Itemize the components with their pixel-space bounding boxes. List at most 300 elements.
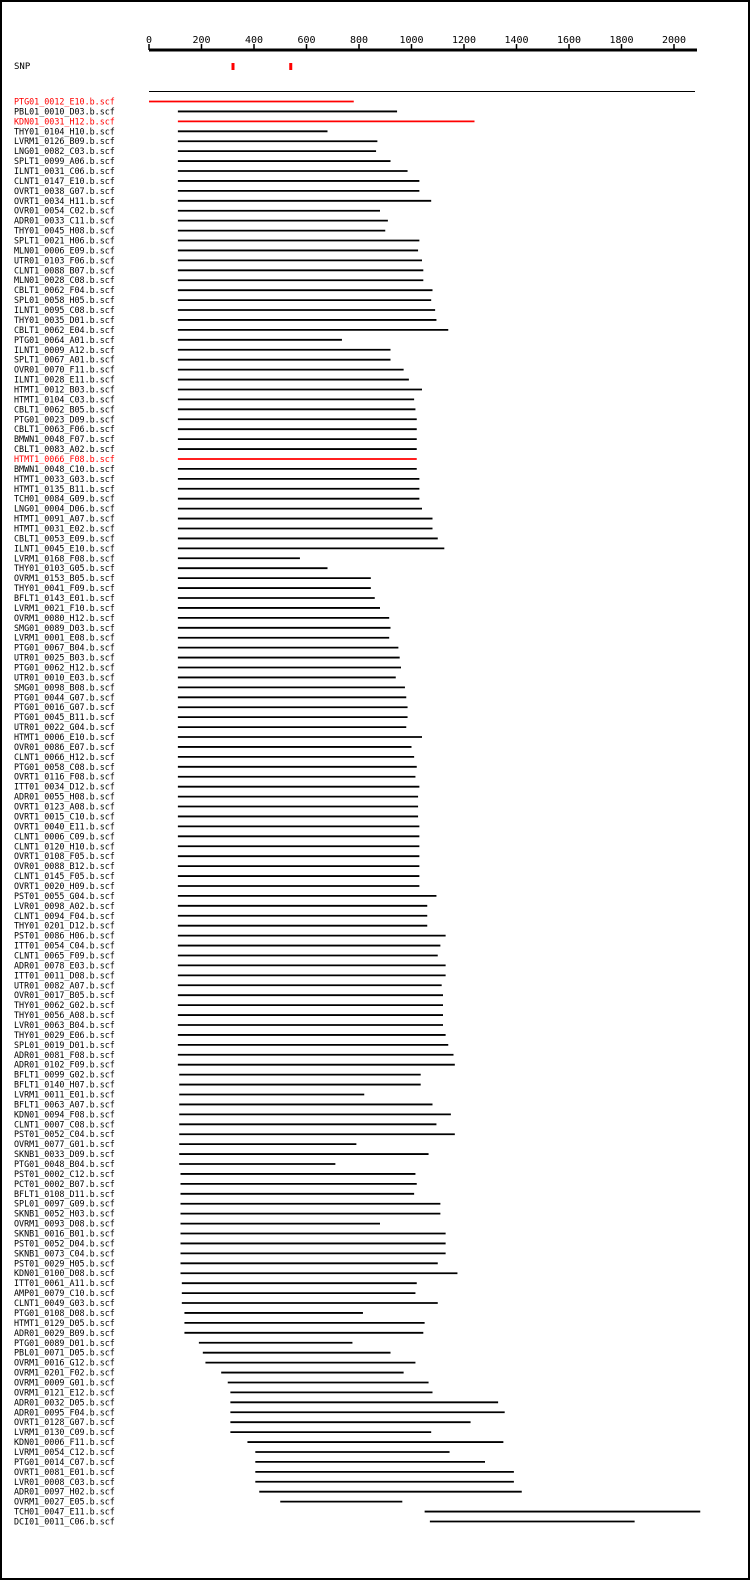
read-list — [14, 97, 700, 1527]
read-name: PST01_0052_D04.b.scf — [14, 1238, 115, 1249]
read-name: LVRM1_0021_F10.b.scf — [14, 602, 115, 613]
read-row — [14, 1338, 352, 1348]
read-row — [14, 1318, 425, 1328]
read-name: HTMT1_0129_D05.b.scf — [14, 1317, 115, 1328]
read-name: CBLT1_0062_B05.b.scf — [14, 404, 115, 415]
read-name: PST01_0052_C04.b.scf — [14, 1129, 115, 1140]
read-row — [14, 523, 433, 533]
read-name: OVRM1_0080_H12.b.scf — [14, 612, 115, 623]
read-row — [14, 1507, 700, 1517]
read-row — [14, 1099, 433, 1109]
read-name: SPLT1_0021_H06.b.scf — [14, 235, 115, 246]
read-row — [14, 851, 419, 861]
read-row — [14, 414, 417, 424]
read-row — [14, 1149, 429, 1159]
read-name: LVRM1_0054_C12.b.scf — [14, 1446, 115, 1457]
read-name: OVR01_0054_C02.b.scf — [14, 205, 115, 216]
read-row — [14, 1268, 457, 1278]
read-name: PTG01_0044_G07.b.scf — [14, 692, 115, 703]
read-name: OVRM1_0077_G01.b.scf — [14, 1139, 115, 1150]
read-row — [14, 772, 415, 782]
read-name: THY01_0035_D01.b.scf — [14, 314, 115, 325]
read-name: ITT01_0061_A11.b.scf — [14, 1278, 115, 1289]
read-name: OVRM1_0153_B05.b.scf — [14, 573, 115, 584]
read-row — [14, 573, 371, 583]
read-name: OVRM1_0009_G01.b.scf — [14, 1377, 115, 1388]
read-name: CLNT1_0049_G03.b.scf — [14, 1298, 115, 1309]
read-row — [14, 1308, 363, 1318]
read-name: SPLT1_0099_A06.b.scf — [14, 156, 115, 167]
read-row — [14, 1229, 446, 1239]
read-row — [14, 514, 433, 524]
read-name: PTG01_0023_D09.b.scf — [14, 414, 115, 425]
read-row — [14, 663, 401, 673]
axis-tick-label: 1000 — [399, 35, 424, 46]
read-name: LVRM1_0011_E01.b.scf — [14, 1089, 115, 1100]
read-row — [14, 533, 438, 543]
read-name: PBL01_0071_D05.b.scf — [14, 1347, 115, 1358]
read-row — [14, 1060, 455, 1070]
read-name: MLN01_0028_C08.b.scf — [14, 275, 115, 286]
read-row — [14, 245, 418, 255]
read-row — [14, 732, 422, 742]
read-row — [14, 921, 427, 931]
read-name: PTG01_0016_G07.b.scf — [14, 702, 115, 713]
snp-label: SNP — [14, 62, 31, 72]
read-row — [14, 762, 417, 772]
read-name: OVRM1_0016_G12.b.scf — [14, 1357, 115, 1368]
read-row — [14, 1328, 423, 1338]
read-name: PTG01_0089_D01.b.scf — [14, 1337, 115, 1348]
read-row — [14, 752, 414, 762]
read-name: CBLT1_0062_F04.b.scf — [14, 285, 115, 296]
read-name: CLNT1_0147_E10.b.scf — [14, 175, 115, 186]
read-row — [14, 821, 419, 831]
read-row — [14, 1387, 433, 1397]
read-name: CLNT1_0007_C08.b.scf — [14, 1119, 115, 1130]
read-row — [14, 1397, 498, 1407]
axis-tick-label: 400 — [244, 35, 264, 46]
read-row — [14, 692, 406, 702]
read-row — [14, 861, 419, 871]
read-row — [14, 990, 443, 1000]
read-name: SPL01_0058_H05.b.scf — [14, 295, 115, 306]
read-row — [14, 494, 419, 504]
read-row — [14, 1030, 446, 1040]
read-row — [14, 176, 419, 186]
x-axis — [146, 35, 697, 50]
read-name: ADR01_0095_F04.b.scf — [14, 1407, 115, 1418]
read-row — [14, 1447, 450, 1457]
read-name: ILNT1_0031_C06.b.scf — [14, 166, 115, 177]
read-row — [14, 186, 419, 196]
read-row — [14, 136, 377, 146]
read-name: OVRT1_0081_E01.b.scf — [14, 1466, 115, 1477]
read-row — [14, 1080, 421, 1090]
read-name: OVRT1_0116_F08.b.scf — [14, 771, 115, 782]
read-name: SKNB1_0016_B01.b.scf — [14, 1228, 115, 1239]
read-name: CBLT1_0053_E09.b.scf — [14, 533, 115, 544]
read-row — [14, 325, 448, 335]
read-row — [14, 881, 419, 891]
read-row — [14, 404, 415, 414]
read-name: OVRT1_0108_F05.b.scf — [14, 851, 115, 862]
read-name: OVRT1_0015_C10.b.scf — [14, 811, 115, 822]
read-row — [14, 1298, 438, 1308]
read-name: BFLT1_0099_G02.b.scf — [14, 1069, 115, 1080]
read-row — [14, 434, 417, 444]
read-row — [14, 275, 423, 285]
axis-tick-label: 1400 — [504, 35, 529, 46]
read-name: SKNB1_0052_H03.b.scf — [14, 1208, 115, 1219]
read-row — [14, 633, 389, 643]
read-row — [14, 97, 354, 107]
read-name: THY01_0062_G02.b.scf — [14, 1000, 115, 1011]
read-name: HTMT1_0033_G03.b.scf — [14, 473, 115, 484]
read-row — [14, 563, 328, 573]
read-row — [14, 295, 431, 305]
read-row — [14, 365, 404, 375]
read-row — [14, 1358, 415, 1368]
read-name: ILNT1_0009_A12.b.scf — [14, 344, 115, 355]
read-row — [14, 285, 433, 295]
read-row — [14, 1427, 431, 1437]
read-name: BFLT1_0143_E01.b.scf — [14, 593, 115, 603]
read-row — [14, 1010, 443, 1020]
read-name: DCI01_0011_C06.b.scf — [14, 1516, 115, 1527]
read-row — [14, 623, 391, 633]
read-name: PTG01_0012_E10.b.scf — [14, 96, 115, 107]
read-name: PST01_0086_H06.b.scf — [14, 930, 115, 941]
read-name: THY01_0029_E06.b.scf — [14, 1029, 115, 1040]
read-row — [14, 1457, 485, 1467]
read-name: LVR01_0008_C03.b.scf — [14, 1476, 115, 1487]
read-row — [14, 712, 408, 722]
read-row — [14, 802, 418, 812]
read-row — [14, 126, 328, 136]
read-row — [14, 980, 442, 990]
read-name: SKNB1_0073_C04.b.scf — [14, 1248, 115, 1259]
read-row — [14, 1189, 414, 1199]
read-row — [14, 1109, 451, 1119]
read-row — [14, 335, 342, 345]
read-row — [14, 911, 427, 921]
read-row — [14, 682, 405, 692]
read-row — [14, 1248, 446, 1258]
read-row — [14, 1129, 455, 1139]
read-name: CLNT1_0145_F05.b.scf — [14, 871, 115, 882]
read-row — [14, 265, 423, 275]
read-name: SPL01_0097_G09.b.scf — [14, 1198, 115, 1209]
read-row — [14, 1050, 454, 1060]
read-name: OVRT1_0040_E11.b.scf — [14, 821, 115, 832]
read-name: LNG01_0082_C03.b.scf — [14, 146, 115, 157]
read-row — [14, 1209, 440, 1219]
read-row — [14, 1278, 417, 1288]
read-name: PTG01_0064_A01.b.scf — [14, 334, 115, 345]
read-name: SKNB1_0033_D09.b.scf — [14, 1149, 115, 1160]
read-name: UTR01_0025_B03.b.scf — [14, 652, 115, 663]
read-name: OVRT1_0020_H09.b.scf — [14, 880, 115, 891]
read-name: PTG01_0058_C08.b.scf — [14, 761, 115, 772]
read-row — [14, 1368, 404, 1378]
read-row — [14, 742, 412, 752]
read-row — [14, 593, 375, 603]
read-name: ADR01_0081_F08.b.scf — [14, 1049, 115, 1060]
read-name: HTMT1_0012_B03.b.scf — [14, 384, 115, 395]
axis-tick-label: 1800 — [609, 35, 634, 46]
read-name: CLNT1_0088_B07.b.scf — [14, 265, 115, 276]
read-name: ADR01_0029_B09.b.scf — [14, 1327, 115, 1338]
read-row — [14, 305, 435, 315]
read-name: OVRT1_0038_G07.b.scf — [14, 185, 115, 196]
read-name: BFLT1_0108_D11.b.scf — [14, 1188, 115, 1199]
read-row — [14, 583, 371, 593]
read-name: THY01_0104_H10.b.scf — [14, 126, 115, 137]
read-row — [14, 543, 444, 553]
read-name: CBLT1_0063_F06.b.scf — [14, 424, 115, 435]
read-name: OVRT1_0123_A08.b.scf — [14, 801, 115, 812]
read-name: MLN01_0006_E09.b.scf — [14, 245, 115, 256]
read-row — [14, 1169, 415, 1179]
read-name: ADR01_0078_E03.b.scf — [14, 960, 115, 971]
read-name: ADR01_0032_D05.b.scf — [14, 1397, 115, 1408]
read-row — [14, 901, 427, 911]
read-name: PTG01_0108_D08.b.scf — [14, 1307, 115, 1318]
read-row — [14, 1377, 429, 1387]
read-row — [14, 375, 409, 385]
read-name: TCH01_0084_G09.b.scf — [14, 493, 115, 504]
read-row — [14, 1417, 471, 1427]
read-name: PTG01_0067_B04.b.scf — [14, 642, 115, 653]
read-row — [14, 970, 446, 980]
read-name: BFLT1_0140_H07.b.scf — [14, 1079, 115, 1090]
read-row — [14, 811, 418, 821]
read-name: LVR01_0063_B04.b.scf — [14, 1019, 115, 1030]
read-name: UTR01_0010_E03.b.scf — [14, 672, 115, 683]
axis-tick-label: 600 — [297, 35, 316, 46]
read-name: HTMT1_0135_B11.b.scf — [14, 483, 115, 494]
read-name: SPLT1_0067_A01.b.scf — [14, 354, 115, 365]
read-row — [14, 1258, 438, 1268]
read-name: ILNT1_0028_E11.b.scf — [14, 374, 115, 385]
read-name: ADR01_0055_H08.b.scf — [14, 791, 115, 802]
read-name: ADR01_0102_F09.b.scf — [14, 1059, 115, 1070]
read-row — [14, 792, 418, 802]
read-name: CLNT1_0006_C09.b.scf — [14, 831, 115, 842]
read-name: THY01_0201_D12.b.scf — [14, 920, 115, 931]
read-row — [14, 116, 475, 126]
read-row — [14, 643, 398, 653]
read-row — [14, 1139, 356, 1149]
read-name: KDN01_0100_D08.b.scf — [14, 1268, 115, 1279]
read-name: KDN01_0094_F08.b.scf — [14, 1109, 115, 1120]
read-name: ADR01_0097_H02.b.scf — [14, 1486, 115, 1497]
axis-tick-label: 2000 — [661, 35, 687, 46]
read-name: OVR01_0017_B05.b.scf — [14, 990, 115, 1001]
read-name: OVRM1_0093_D08.b.scf — [14, 1218, 115, 1229]
axis-tick-label: 1600 — [556, 35, 582, 46]
read-name: SMG01_0098_B08.b.scf — [14, 682, 115, 693]
read-name: CLNT1_0065_F09.b.scf — [14, 950, 115, 961]
read-name: THY01_0103_G05.b.scf — [14, 563, 115, 574]
read-name: SMG01_0089_D03.b.scf — [14, 622, 115, 633]
read-name: AMP01_0079_C10.b.scf — [14, 1288, 115, 1299]
read-name: PTG01_0045_B11.b.scf — [14, 712, 115, 723]
read-name: PST01_0029_H05.b.scf — [14, 1258, 115, 1269]
read-name: CBLT1_0083_A02.b.scf — [14, 444, 115, 455]
alignment-chart — [2, 2, 748, 1578]
read-row — [14, 156, 391, 166]
snp-track — [14, 62, 292, 72]
read-name: HTMT1_0091_A07.b.scf — [14, 513, 115, 524]
read-row — [14, 1288, 415, 1298]
read-row — [14, 504, 422, 514]
read-name: PTG01_0014_C07.b.scf — [14, 1456, 115, 1467]
read-row — [14, 702, 408, 712]
snp-marker — [289, 63, 292, 70]
read-name: THY01_0056_A08.b.scf — [14, 1010, 115, 1021]
read-name: PCT01_0002_B07.b.scf — [14, 1178, 115, 1189]
read-name: ITT01_0034_D12.b.scf — [14, 781, 115, 792]
read-row — [14, 960, 446, 970]
read-row — [14, 464, 417, 474]
read-name: OVRT1_0128_G07.b.scf — [14, 1417, 115, 1428]
read-name: LVRM1_0130_C09.b.scf — [14, 1427, 115, 1438]
read-row — [14, 1000, 443, 1010]
read-name: CLNT1_0066_H12.b.scf — [14, 751, 115, 762]
read-row — [14, 613, 389, 623]
read-row — [14, 166, 408, 176]
read-name: OVRT1_0034_H11.b.scf — [14, 195, 115, 206]
read-name: LNG01_0004_D06.b.scf — [14, 503, 115, 514]
read-row — [14, 871, 419, 881]
read-name: UTR01_0082_A07.b.scf — [14, 980, 115, 991]
read-name: PBL01_0010_D03.b.scf — [14, 106, 115, 117]
read-row — [14, 1407, 505, 1417]
read-row — [14, 941, 440, 951]
read-row — [14, 1437, 503, 1447]
read-row — [14, 454, 417, 464]
read-row — [14, 315, 436, 325]
read-row — [14, 106, 397, 116]
read-row — [14, 891, 436, 901]
read-row — [14, 384, 422, 394]
read-name: LVRM1_0001_E08.b.scf — [14, 632, 115, 643]
axis-tick-label: 800 — [349, 35, 369, 46]
read-name: LVRM1_0168_F08.b.scf — [14, 553, 115, 564]
read-name: OVRM1_0121_E12.b.scf — [14, 1387, 115, 1398]
read-row — [14, 1497, 402, 1507]
read-name: OVR01_0088_B12.b.scf — [14, 861, 115, 872]
read-row — [14, 1020, 443, 1030]
read-row — [14, 1199, 440, 1209]
read-name: HTMT1_0006_E10.b.scf — [14, 732, 115, 743]
read-row — [14, 553, 300, 563]
read-name: PST01_0055_G04.b.scf — [14, 890, 115, 901]
read-name: HTMT1_0104_C03.b.scf — [14, 394, 115, 405]
read-row — [14, 931, 446, 941]
read-name: OVRM1_0201_F02.b.scf — [14, 1367, 115, 1378]
read-name: ILNT1_0095_C08.b.scf — [14, 305, 115, 316]
read-name: TCH01_0047_E11.b.scf — [14, 1506, 115, 1517]
read-row — [14, 722, 406, 732]
read-row — [14, 1238, 446, 1248]
read-name: BMWN1_0048_C10.b.scf — [14, 463, 115, 474]
read-row — [14, 1070, 421, 1080]
read-name: CBLT1_0062_E04.b.scf — [14, 324, 115, 335]
read-row — [14, 394, 414, 404]
read-name: LVR01_0098_A02.b.scf — [14, 900, 115, 911]
read-row — [14, 345, 391, 355]
read-row — [14, 653, 400, 663]
read-name: PTG01_0048_B04.b.scf — [14, 1159, 115, 1170]
read-row — [14, 1219, 380, 1229]
read-row — [14, 1487, 522, 1497]
read-row — [14, 444, 417, 454]
read-name: OVRM1_0027_E05.b.scf — [14, 1496, 115, 1507]
read-row — [14, 1516, 635, 1526]
read-row — [14, 1348, 391, 1358]
read-row — [14, 355, 391, 365]
read-name: UTR01_0022_G04.b.scf — [14, 722, 115, 733]
read-name: HTMT1_0066_F08.b.scf — [14, 453, 115, 464]
read-row — [14, 196, 431, 206]
read-row — [14, 146, 376, 156]
read-name: PST01_0002_C12.b.scf — [14, 1168, 115, 1179]
read-row — [14, 206, 380, 216]
read-name: ITT01_0054_C04.b.scf — [14, 940, 115, 951]
read-row — [14, 1159, 335, 1169]
read-row — [14, 255, 422, 265]
read-name: THY01_0041_F09.b.scf — [14, 583, 115, 594]
read-name: UTR01_0103_F06.b.scf — [14, 255, 115, 266]
read-name: ADR01_0033_C11.b.scf — [14, 215, 115, 226]
read-row — [14, 424, 417, 434]
read-name: ITT01_0011_D08.b.scf — [14, 970, 115, 981]
read-name: KDN01_0031_H12.b.scf — [14, 116, 115, 127]
read-row — [14, 484, 419, 494]
axis-tick-label: 1200 — [451, 35, 477, 46]
read-row — [14, 1119, 436, 1129]
read-row — [14, 603, 380, 613]
read-name: OVR01_0086_E07.b.scf — [14, 741, 115, 752]
read-row — [14, 474, 419, 484]
read-name: KDN01_0006_F11.b.scf — [14, 1437, 115, 1448]
read-name: SPL01_0019_D01.b.scf — [14, 1039, 115, 1050]
read-row — [14, 841, 419, 851]
read-row — [14, 1040, 448, 1050]
read-name: BFLT1_0063_A07.b.scf — [14, 1099, 115, 1110]
read-name: BMWN1_0048_F07.b.scf — [14, 434, 115, 445]
read-row — [14, 782, 419, 792]
read-name: CLNT1_0094_F04.b.scf — [14, 910, 115, 921]
read-row — [14, 1477, 514, 1487]
read-row — [14, 236, 419, 246]
read-row — [14, 950, 438, 960]
read-row — [14, 1179, 417, 1189]
read-row — [14, 1467, 514, 1477]
read-row — [14, 672, 396, 682]
read-name: OVR01_0070_F11.b.scf — [14, 364, 115, 375]
read-name: CLNT1_0120_H10.b.scf — [14, 841, 115, 852]
axis-tick-label: 0 — [145, 35, 153, 46]
read-name: THY01_0045_H08.b.scf — [14, 225, 115, 236]
read-row — [14, 831, 419, 841]
read-row — [14, 1090, 364, 1100]
read-name: ILNT1_0045_E10.b.scf — [14, 543, 115, 554]
read-name: LVRM1_0126_B09.b.scf — [14, 136, 115, 147]
